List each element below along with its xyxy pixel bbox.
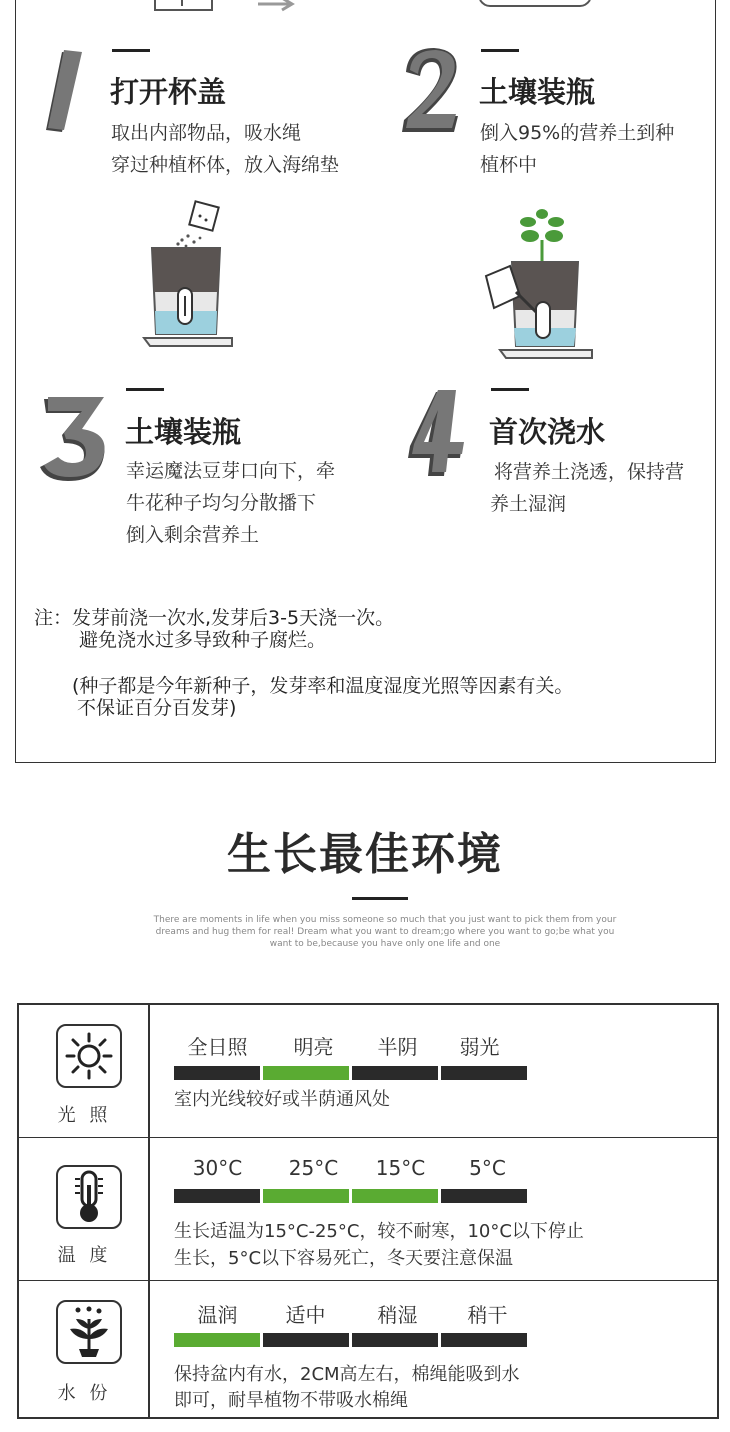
step-number-1 xyxy=(40,48,86,138)
scale-label: 15°C xyxy=(375,1156,426,1180)
section-title: 生长最佳环境 xyxy=(227,829,503,880)
scale-segment xyxy=(441,1066,527,1080)
note-line: 不保证百分百发芽) xyxy=(77,697,237,719)
step-number-4 xyxy=(406,388,478,480)
note-line: (种子都是今年新种子，发芽率和温度湿度光照等因素有关。 xyxy=(72,675,574,697)
step-desc-line: 取出内部物品，吸水绳 xyxy=(111,122,302,144)
step-desc-line: 穿过种植杯体，放入海绵垫 xyxy=(111,154,340,176)
scale-label: 适中 xyxy=(285,1303,326,1327)
pot-seeding-illustration xyxy=(140,196,255,361)
scale-labels xyxy=(174,1299,529,1325)
scale-segment xyxy=(352,1333,438,1347)
step-bar xyxy=(126,388,164,391)
env-row-water xyxy=(19,1281,717,1417)
subtitle-line: There are moments in life when you miss someone so much that you just want to pick them from your xyxy=(153,915,617,925)
env-desc-line: 生长，5°C以下容易死亡，冬天要注意保温 xyxy=(174,1248,514,1269)
env-label: 温 度 xyxy=(57,1245,112,1266)
environment-table xyxy=(17,1003,719,1419)
plant-icon xyxy=(64,1305,114,1359)
title-underline xyxy=(352,897,408,900)
scale-label: 半阴 xyxy=(377,1035,418,1059)
scale-segment-active xyxy=(263,1066,349,1080)
scale-segment xyxy=(263,1333,349,1347)
step-title: 打开杯盖 xyxy=(110,75,227,109)
step-bar xyxy=(491,388,529,391)
scale-segment xyxy=(441,1333,527,1347)
step-title: 首次浇水 xyxy=(489,415,606,449)
scale-labels xyxy=(174,1031,529,1057)
subtitle-line: dreams and hug them for real! Dream what you want to dream;go where you want to go;be what you xyxy=(155,927,615,937)
step-desc-line: 牛花种子均匀分散播下 xyxy=(126,492,317,514)
step-bar xyxy=(112,49,150,52)
icon-frame xyxy=(56,1024,122,1088)
step-desc-line: 倒入95%的营养土到种 xyxy=(480,122,675,144)
env-desc-line: 室内光线较好或半荫通风处 xyxy=(174,1089,390,1110)
scale-label: 全日照 xyxy=(187,1035,248,1059)
scale-segment xyxy=(174,1066,260,1080)
env-row-header xyxy=(19,1138,150,1280)
env-desc-line: 保持盆内有水，2CM高左右，棉绳能吸到水 xyxy=(174,1364,520,1385)
env-desc-line: 即可，耐旱植物不带吸水棉绳 xyxy=(174,1390,408,1411)
scale-segment xyxy=(174,1189,260,1203)
note-line: 避免浇水过多导致种子腐烂。 xyxy=(79,629,327,651)
step-desc-line: 倒入剩余营养土 xyxy=(126,524,260,546)
top-illustration-fragment xyxy=(150,0,620,16)
scale-label: 稍湿 xyxy=(377,1303,418,1327)
scale-label: 明亮 xyxy=(293,1035,334,1059)
step-desc-line: 幸运魔法豆芽口向下，牵 xyxy=(126,460,336,482)
scale-label: 5°C xyxy=(469,1156,506,1180)
scale-label: 弱光 xyxy=(459,1035,500,1059)
env-row-header xyxy=(19,1281,150,1417)
step-number-2 xyxy=(398,46,464,134)
scale-label: 温润 xyxy=(197,1303,238,1327)
subtitle-line: want to be,because you have only one life and one xyxy=(269,939,501,949)
scale-segment-active xyxy=(263,1189,349,1203)
step-desc-line: 将营养土浇透，保持营 xyxy=(494,461,685,483)
scale-segment-active xyxy=(352,1189,438,1203)
env-row-header xyxy=(19,1005,150,1137)
scale-bar xyxy=(174,1066,529,1080)
sun-icon xyxy=(64,1031,114,1081)
scale-segment xyxy=(441,1189,527,1203)
step-desc-line: 养土湿润 xyxy=(490,493,567,515)
icon-frame xyxy=(56,1165,122,1229)
scale-label: 25°C xyxy=(288,1156,339,1180)
env-label: 光 照 xyxy=(57,1105,112,1126)
env-label: 水 份 xyxy=(57,1383,112,1404)
scale-segment-active xyxy=(174,1333,260,1347)
watering-illustration xyxy=(470,200,610,365)
env-row-light xyxy=(19,1005,717,1138)
icon-frame xyxy=(56,1300,122,1364)
scale-bar xyxy=(174,1333,529,1347)
step-title: 土壤装瓶 xyxy=(125,415,242,449)
scale-segment xyxy=(352,1066,438,1080)
thermometer-icon xyxy=(69,1169,109,1225)
env-desc-line: 生长适温为15°C-25°C，较不耐寒，10°C以下停止 xyxy=(174,1221,584,1242)
note-line: 注：发芽前浇一次水,发芽后3-5天浇一次。 xyxy=(34,607,395,629)
scale-label: 稍干 xyxy=(467,1303,508,1327)
step-desc-line: 植杯中 xyxy=(480,154,538,176)
scale-labels xyxy=(174,1156,529,1182)
step-number-3 xyxy=(38,393,114,483)
step-title: 土壤装瓶 xyxy=(479,75,596,109)
scale-label: 30°C xyxy=(192,1156,243,1180)
scale-bar xyxy=(174,1189,529,1203)
env-row-temperature xyxy=(19,1138,717,1281)
section-subtitle xyxy=(150,914,620,950)
step-bar xyxy=(481,49,519,52)
